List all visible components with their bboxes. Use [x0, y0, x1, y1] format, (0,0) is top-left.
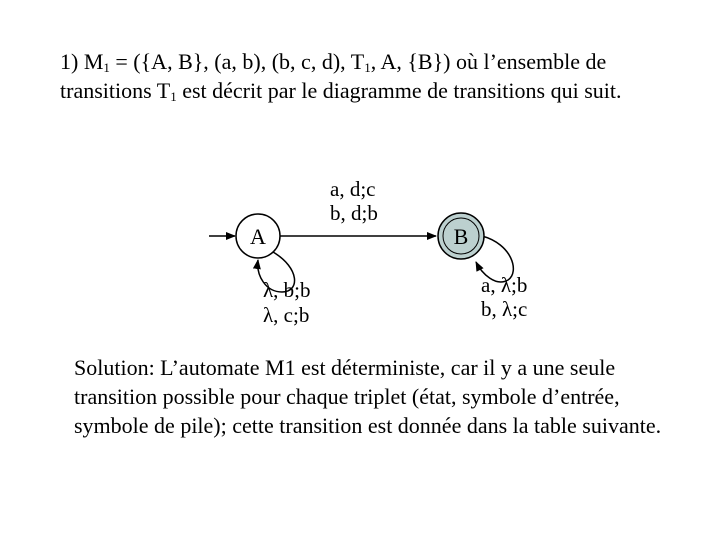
problem-prefix: 1) M: [60, 49, 104, 74]
state-b: [438, 213, 484, 259]
loop-a-label-1: λ, b;b: [263, 278, 311, 302]
problem-t-subscript-2: 1: [170, 89, 177, 104]
problem-rest: , A, {B}) où l’ensemble de transitions T: [60, 49, 607, 103]
loop-b-label-2: b, λ;c: [481, 297, 528, 321]
problem-suffix: est décrit par le diagramme de transitions qui suit.: [176, 78, 622, 103]
loop-a-label-2: λ, c;b: [263, 303, 310, 327]
loop-b-label-1: a, λ;b: [481, 273, 528, 297]
solution-text: Solution: L’automate M1 est déterministe, car il y a une seule transition possible pour chaque triplet (état, symbole d’entrée, symbole de pile); cette transition est donnée dans la table suivante.: [74, 355, 662, 438]
problem-t-subscript: 1: [364, 60, 371, 75]
state-b-label: B: [453, 224, 469, 249]
problem-m-subscript: 1: [103, 60, 110, 75]
edge-ab-label-1: a, d;c: [330, 177, 376, 201]
edge-ab-label-2: b, d;b: [330, 201, 378, 225]
state-a: [236, 214, 280, 258]
state-a-label: A: [250, 224, 266, 249]
problem-middle: = ({A, B}, (a, b), (b, c, d), T: [109, 49, 365, 74]
